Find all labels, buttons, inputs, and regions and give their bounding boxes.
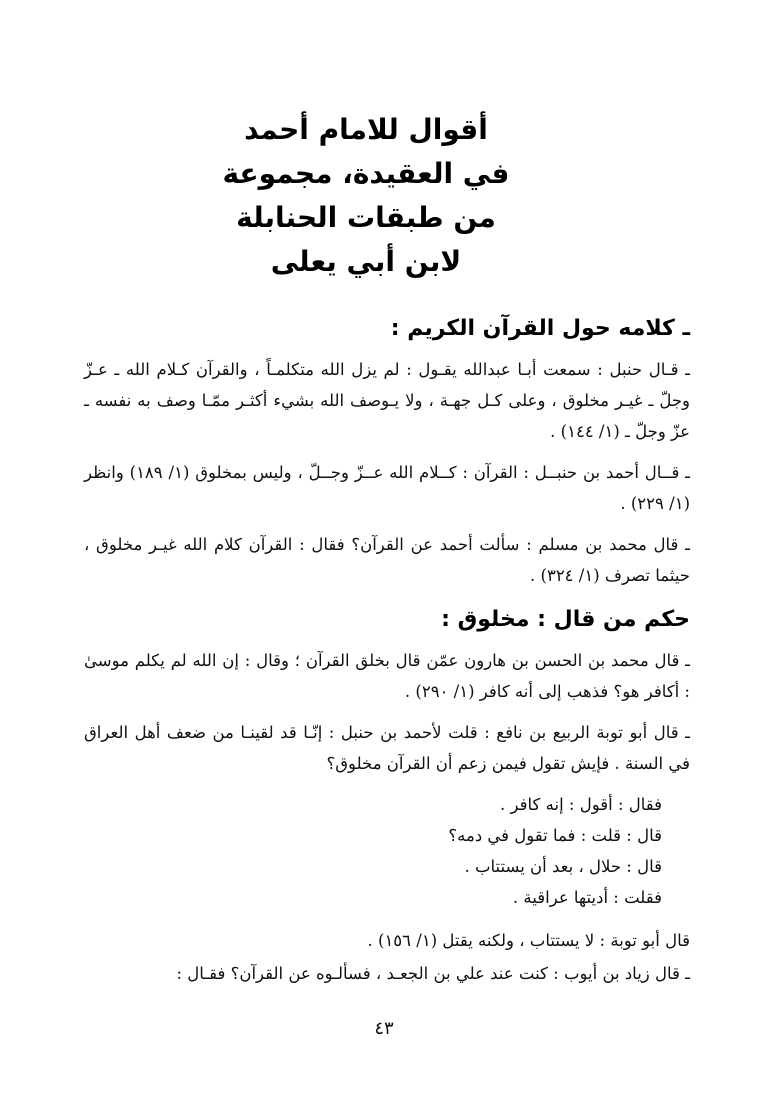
page-number: ٤٣ (374, 1018, 394, 1039)
title-line: من طبقات الحنابلة (236, 201, 496, 234)
section-ruling (84, 601, 690, 989)
narration-paragraph: ـ قال محمد بن مسلم : سألت أحمد عن القرآن؟ فقال : القرآن كلام الله غيـر مخلوق ، حيثما تصرف (١/ ٣٢٤) . (84, 535, 690, 585)
dialog-line: قال : قلت : فما تقول في دمه؟ (448, 826, 662, 845)
dialog-line: فقال : أقول : إنه كافر . (500, 795, 662, 814)
chapter-title (84, 108, 690, 284)
narration-paragraph: ـ قــال أحمد بن حنبــل : القرآن : كــلام الله عــزّ وجــلّ ، وليس بمخلوق (١/ ١٨٩) وانظر (١/ ٢٢٩) . (84, 463, 691, 513)
narration-paragraph: ـ قال محمد بن الحسن بن هارون عمّن قال بخلق القرآن ؛ وقال : إن الله لم يكلم موسىٰ : أكافر هو؟ فذهب إلى أنه كافر (١/ ٢٩٠) . (84, 651, 690, 701)
narration-paragraph: ـ قال زياد بن أيوب : كنت عند علي بن الجعـد ، فسألـوه عن القرآن؟ فقـال : (176, 964, 690, 983)
section-heading: ـ كلامه حول القرآن الكريم : (390, 316, 690, 341)
title-line: لابن أبي يعلى (270, 245, 462, 278)
title-line: في العقيدة، مجموعة (222, 157, 510, 190)
section-heading: حكم من قال : مخلوق : (441, 607, 690, 632)
section-quran-speech (84, 310, 690, 591)
dialog-block (84, 789, 690, 913)
title-line: أقوال للامام أحمد (244, 113, 488, 146)
narration-paragraph: ـ قال أبو توبة الربيع بن نافع : قلت لأحمد بن حنبل : إنّـا قد لقينـا من ضعف أهل العراق في السنة . فإيش تقول فيمن زعم أن القرآن مخلوق؟ (84, 723, 690, 773)
narration-paragraph: قال أبو توبة : لا يستتاب ، ولكنه يقتل (١/ ١٥٦) . (367, 931, 690, 950)
dialog-line: فقلت : أديتها عراقية . (512, 888, 662, 907)
dialog-line: قال : حلال ، بعد أن يستتاب . (464, 857, 662, 876)
narration-paragraph: ـ قـال حنبل : سمعت أبـا عبدالله يقـول : لم يزل الله متكلمـاً ، والقرآن كـلام الله ـ عـزّ وجلّ ـ غيـر مخلوق ، وعلى كـل جهـة ، ولا يـوصف الله بشيء أكثـر ممّـا وصف به نفسه ـ عزّ وجلّ ـ (١/ ١٤٤) . (84, 360, 690, 441)
